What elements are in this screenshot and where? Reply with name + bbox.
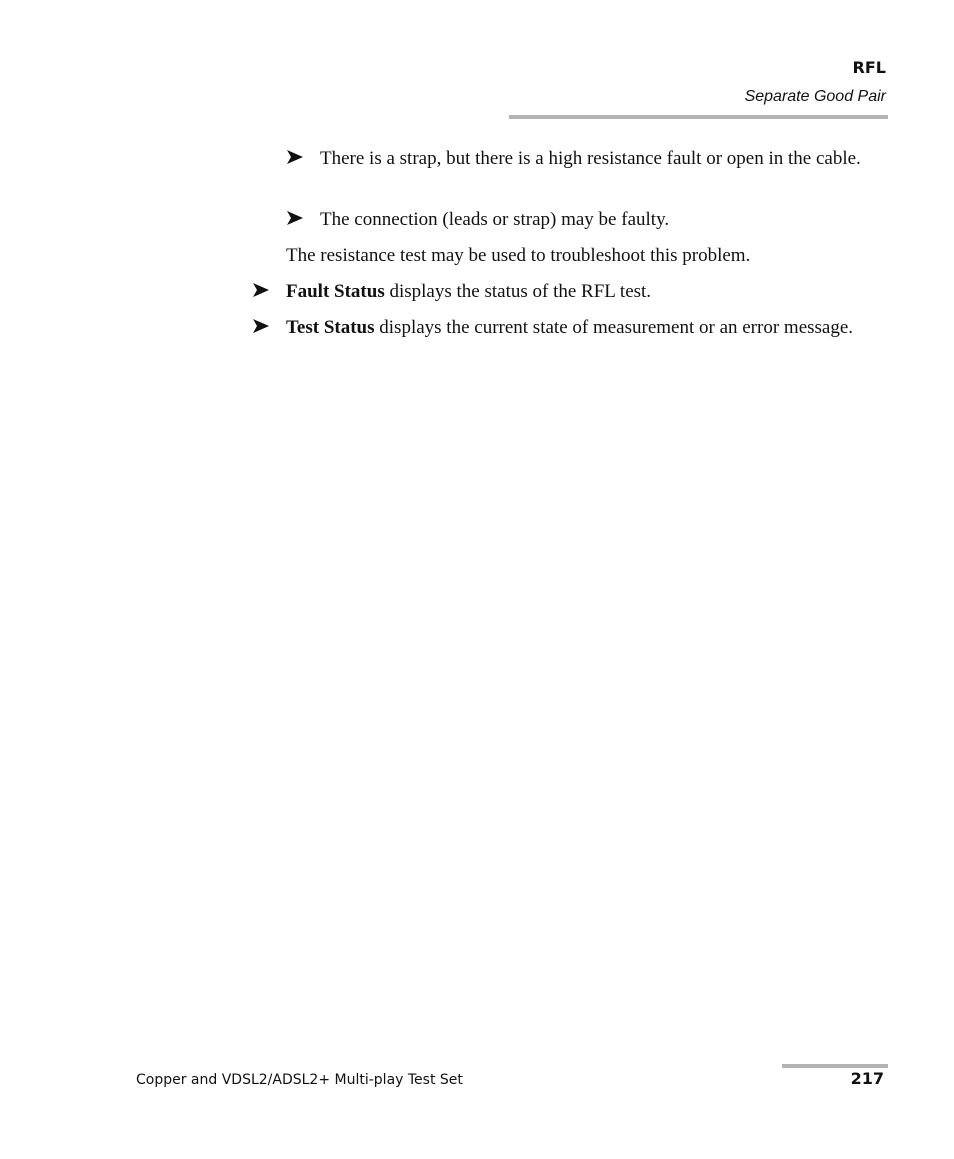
product-name: Copper and VDSL2/ADSL2+ Multi-play Test Set <box>136 1072 463 1088</box>
sub-bullet-item <box>286 207 886 232</box>
arrow-bullet-icon <box>286 210 306 230</box>
bullet-text <box>286 315 856 340</box>
header-divider <box>509 115 888 119</box>
bullet-item <box>252 315 888 365</box>
chapter-title: RFL <box>852 58 886 77</box>
body-paragraph: The resistance test may be used to troubleshoot this problem. <box>286 245 751 266</box>
arrow-bullet-icon <box>252 282 272 302</box>
section-title: Separate Good Pair <box>744 88 886 105</box>
arrow-bullet-icon <box>286 149 306 169</box>
sub-bullet-text: There is a strap, but there is a high resistance fault or open in the cable. <box>320 148 861 169</box>
bullet-description: displays the current state of measurement or an error message. <box>374 317 854 338</box>
page-number: 217 <box>850 1069 884 1088</box>
bullet-item <box>252 279 888 304</box>
bullet-term: Test Status <box>286 317 375 338</box>
bullet-description: displays the status of the RFL test. <box>384 281 652 302</box>
bullet-text <box>286 279 886 304</box>
sub-bullet-item <box>286 146 886 196</box>
sub-bullet-text: The connection (leads or strap) may be faulty. <box>320 209 670 230</box>
arrow-bullet-icon <box>252 318 272 338</box>
bullet-term: Fault Status <box>286 281 385 302</box>
